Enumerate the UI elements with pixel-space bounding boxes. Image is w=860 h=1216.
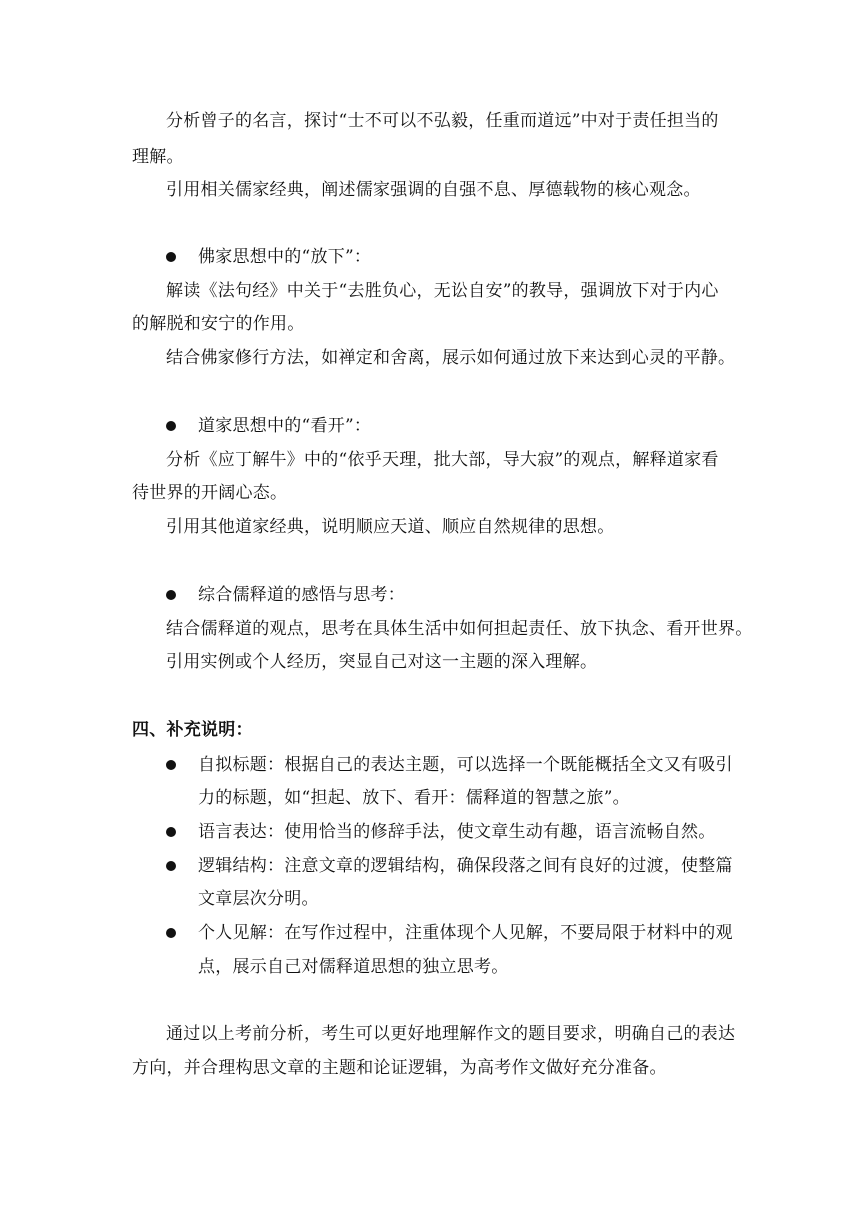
confucian-paragraph-1-line-2: 理解。 [132,147,184,167]
supplement-item-3-line-1: 逻辑结构：注意文章的逻辑结构，确保段落之间有良好的过渡，使整篇 [198,856,733,876]
buddhist-paragraph-1-line-2: 的解脱和安宁的作用。 [132,314,305,334]
bullet-icon [166,590,176,600]
supplement-item-3-line-2: 文章层次分明。 [198,889,319,909]
supplement-heading: 四、补充说明： [132,720,253,740]
bullet-icon [166,861,176,871]
synthesis-paragraph-1: 结合儒释道的观点，思考在具体生活中如何担起责任、放下执念、看开世界。 [166,619,753,639]
taoist-paragraph-2: 引用其他道家经典，说明顺应天道、顺应自然规律的思想。 [166,517,615,537]
taoist-paragraph-1-line-2: 待世界的开阔心态。 [132,483,288,503]
synthesis-paragraph-2: 引用实例或个人经历，突显自己对这一主题的深入理解。 [166,652,598,672]
buddhist-heading: 佛家思想中的“放下”： [198,247,372,267]
supplement-item-4-line-1: 个人见解：在写作过程中，注重体现个人见解，不要局限于材料中的观 [198,923,733,943]
bullet-icon [166,252,176,262]
supplement-item-1-line-1: 自拟标题：根据自己的表达主题，可以选择一个既能概括全文又有吸引 [198,755,733,775]
bullet-icon [166,760,176,770]
confucian-paragraph-2: 引用相关儒家经典，阐述儒家强调的自强不息、厚德载物的核心观念。 [166,180,701,200]
bullet-icon [166,421,176,431]
supplement-item-2-line-1: 语言表达：使用恰当的修辞手法，使文章生动有趣，语言流畅自然。 [198,822,716,842]
conclusion-line-2: 方向，并合理构思文章的主题和论证逻辑，为高考作文做好充分准备。 [132,1058,667,1078]
synthesis-heading: 综合儒释道的感悟与思考： [198,585,405,605]
buddhist-paragraph-2: 结合佛家修行方法，如禅定和舍离，展示如何通过放下来达到心灵的平静。 [166,348,736,368]
bullet-icon [166,827,176,837]
supplement-item-1-line-2: 力的标题，如“担起、放下、看开：儒释道的智慧之旅”。 [198,788,630,808]
supplement-item-4-line-2: 点，展示自己对儒释道思想的独立思考。 [198,957,509,977]
confucian-paragraph-1-line-1: 分析曾子的名言，探讨“士不可以不弘毅，任重而道远”中对于责任担当的 [166,111,719,131]
bullet-icon [166,928,176,938]
taoist-paragraph-1-line-1: 分析《应丁解牛》中的“依乎天理，批大部，导大寂”的观点，解释道家看 [166,450,719,470]
taoist-heading: 道家思想中的“看开”： [198,416,372,436]
buddhist-paragraph-1-line-1: 解读《法句经》中关于“去胜负心，无讼自安”的教导，强调放下对于内心 [166,281,719,301]
conclusion-line-1: 通过以上考前分析，考生可以更好地理解作文的题目要求，明确自己的表达 [166,1024,736,1044]
